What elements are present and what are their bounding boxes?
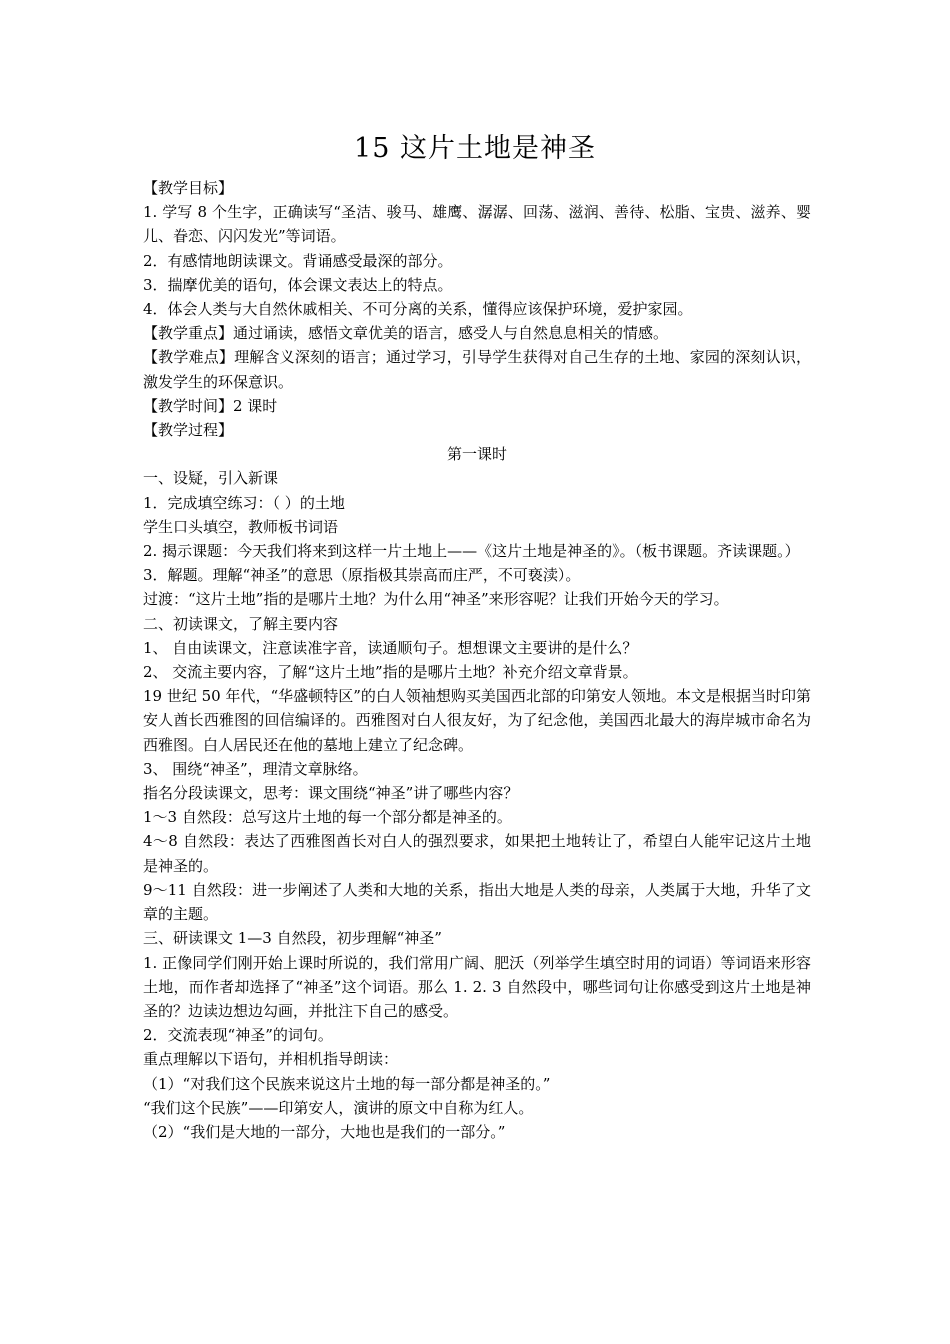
heading-process: 【教学过程】 — [143, 421, 234, 440]
section-heading: 三、研读课文 1—3 自然段，初步理解“神圣” — [143, 929, 442, 948]
paragraph: 学生口头填空，教师板书词语 — [143, 517, 339, 536]
paragraph: 2．交流表现“神圣”的词句。 — [143, 1026, 333, 1045]
document-title: 15 这片土地是神圣 — [354, 133, 596, 164]
paragraph: 19 世纪 50 年代，“华盛顿特区”的白人领袖想购买美国西北部的印第安人领地。本文是根据当时印第安人酋长西雅图的回信编译的。西雅图对白人很友好，为了纪念他，美国西北最大的海岸城市命名为西雅图。白人居民还在他的墓地上建立了纪念碑。 — [143, 687, 811, 754]
heading-objectives: 【教学目标】 — [143, 179, 234, 197]
section-heading: 二、初读课文，了解主要内容 — [143, 614, 339, 633]
objective-1: 1. 学写 8 个生字，正确读写“圣洁、骏马、雄鹰、潺潺、回荡、滋润、善待、松脂、宝贵、滋养、婴儿、眷恋、闪闪发光”等词语。 — [143, 203, 811, 246]
objective-4: 4．体会人类与大自然休戚相关、不可分离的关系，懂得应该保护环境，爱护家园。 — [143, 300, 693, 319]
paragraph: 2、 交流主要内容，了解“这片土地”指的是哪片土地？补充介绍文章背景。 — [143, 663, 638, 682]
paragraph: 2. 揭示课题：今天我们将来到这样一片土地上——《这片土地是神圣的》。（板书课题。齐读课题。） — [143, 542, 800, 561]
paragraph: “我们这个民族”——印第安人，演讲的原文中自称为红人。 — [143, 1098, 534, 1117]
objective-2: 2．有感情地朗读课文。背诵感受最深的部分。 — [143, 251, 453, 270]
paragraph: 9～11 自然段：进一步阐述了人类和大地的关系，指出大地是人类的母亲，人类属于大地，升华了文章的主题。 — [143, 880, 811, 924]
paragraph: 过渡：“这片土地”指的是哪片土地？为什么用“神圣”来形容呢？让我们开始今天的学习。 — [143, 590, 729, 609]
section-heading: 一、设疑，引入新课 — [143, 469, 279, 488]
paragraph: 指名分段读课文，思考：课文围绕“神圣”讲了哪些内容？ — [143, 784, 519, 803]
lesson-heading: 第一课时 — [446, 445, 507, 464]
paragraph: 1～3 自然段：总写这片土地的每一个部分都是神圣的。 — [143, 808, 512, 827]
paragraph: 重点理解以下语句，并相机指导朗读： — [143, 1050, 399, 1069]
teaching-time: 【教学时间】2 课时 — [143, 396, 278, 415]
paragraph: （1）“对我们这个民族来说这片土地的每一部分都是神圣的。” — [143, 1074, 551, 1093]
key-point: 【教学重点】通过诵读，感悟文章优美的语言，感受人与自然息息相关的情感。 — [143, 324, 669, 343]
paragraph: 1、 自由读课文，注意读准字音，读通顺句子。想想课文主要讲的是什么？ — [143, 638, 638, 657]
paragraph: 4～8 自然段：表达了西雅图酋长对白人的强烈要求，如果把土地转让了，希望白人能牢记这片土地是神圣的。 — [143, 832, 811, 875]
paragraph: （2）“我们是大地的一部分，大地也是我们的一部分。” — [143, 1122, 506, 1141]
objective-3: 3．揣摩优美的语句，体会课文表达上的特点。 — [143, 275, 453, 294]
difficult-point: 【教学难点】理解含义深刻的语言；通过学习，引导学生获得对自己生存的土地、家园的深刻认识，激发学生的环保意识。 — [143, 348, 811, 391]
document-body — [143, 176, 811, 1144]
paragraph: 1．完成填空练习：（ ）的土地 — [143, 493, 345, 512]
paragraph: 3、 围绕“神圣”，理清文章脉络。 — [143, 759, 368, 778]
paragraph: 3．解题。理解“神圣”的意思（原指极其崇高而庄严，不可亵渎）。 — [143, 566, 581, 585]
paragraph: 1. 正像同学们刚开始上课时所说的，我们常用广阔、肥沃（列举学生填空时用的词语）等词语来形容土地，而作者却选择了“神圣”这个词语。那么 1. 2. 3 自然段中，哪些词句让你感受到这片土地是神圣的？边读边想边勾画，并批注下自己的感受。 — [143, 953, 811, 1020]
